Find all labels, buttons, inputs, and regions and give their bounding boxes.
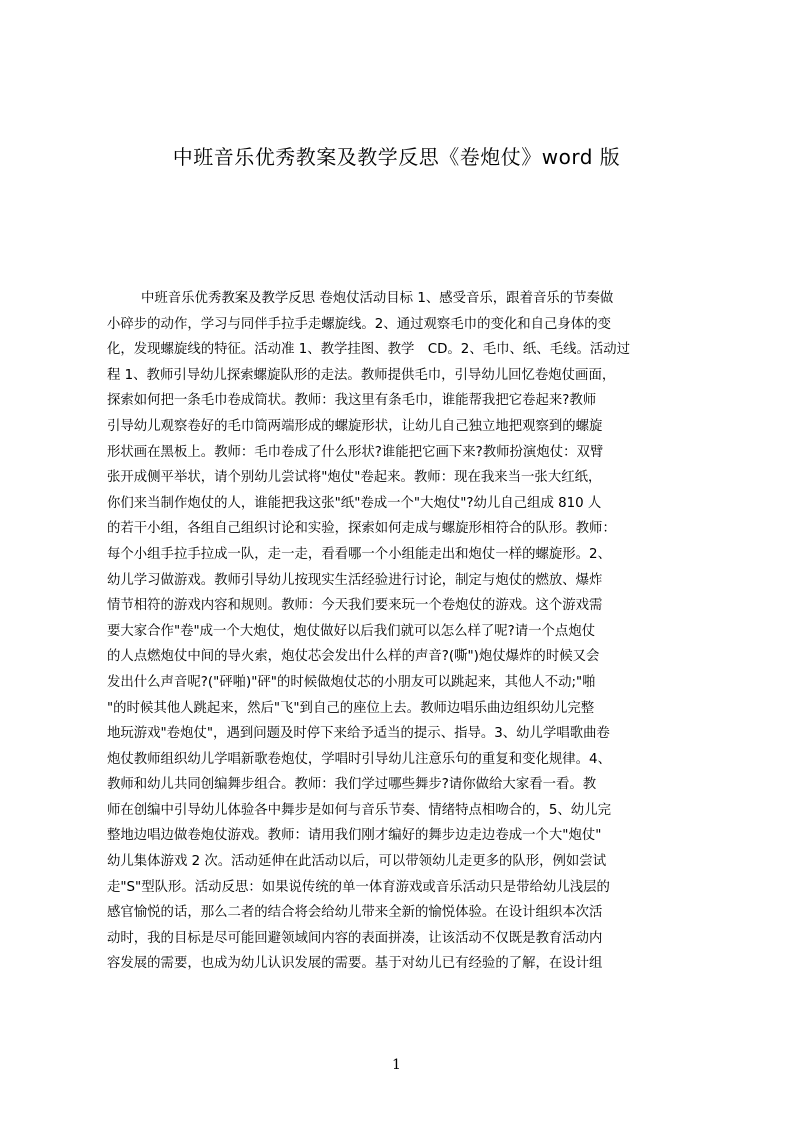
body-line: 的若干小组，各组自己组织讨论和实验，探索如何走成与螺旋形相符合的队形。教师： bbox=[107, 521, 616, 537]
body-line: 幼儿集体游戏 2 次。活动延伸在此活动以后，可以带领幼儿走更多的队形，例如尝试 bbox=[107, 854, 607, 870]
body-line: 每个小组手拉手拉成一队，走一走，看看哪一个小组能走出和炮仗一样的螺旋形。2、 bbox=[107, 546, 611, 562]
body-line: 小碎步的动作，学习与同伴手拉手走螺旋线。2、通过观察毛巾的变化和自己身体的变 bbox=[107, 316, 611, 332]
body-line: 引导幼儿观察卷好的毛巾筒两端形成的螺旋形状，让幼儿自己独立地把观察到的螺旋 bbox=[107, 418, 603, 434]
body-line: 中班音乐优秀教案及教学反思 卷炮仗活动目标 1、感受音乐，跟着音乐的节奏做 bbox=[141, 291, 614, 306]
body-line: 容发展的需要，也成为幼儿认识发展的需要。基于对幼儿已有经验的了解，在设计组 bbox=[107, 956, 603, 972]
document-body bbox=[107, 286, 697, 977]
body-line: 张开成侧平举状，请个别幼儿尝试将"炮仗"卷起来。教师：现在我来当一张大红纸， bbox=[107, 470, 602, 486]
body-line: 化，发现螺旋线的特征。活动准 1、教学挂图、教学 CD。2、毛巾、纸、毛线。活动过 bbox=[107, 342, 631, 358]
body-line: 教师和幼儿共同创编舞步组合。教师：我们学过哪些舞步?请你做给大家看一看。教 bbox=[107, 777, 597, 793]
body-line: 的人点燃炮仗中间的导火索，炮仗芯会发出什么样的声音?(嘶")炮仗爆炸的时候又会 bbox=[107, 649, 600, 665]
body-line: 发出什么声音呢?("砰啪)"砰"的时候做炮仗芯的小朋友可以跳起来，其他人不动;"啪 bbox=[107, 674, 596, 690]
body-line: "的时候其他人跳起来，然后"飞"到自己的座位上去。教师边唱乐曲边组织幼儿完整 bbox=[107, 700, 595, 716]
body-line: 师在创编中引导幼儿体验各中舞步是如何与音乐节奏、情绪特点相吻合的，5、幼儿完 bbox=[107, 802, 611, 818]
body-line: 整地边唱边做卷炮仗游戏。教师：请用我们刚才编好的舞步边走边卷成一个大"炮仗" bbox=[107, 828, 602, 844]
body-line: 幼儿学习做游戏。教师引导幼儿按现实生活经验进行讨论，制定与炮仗的燃放、爆炸 bbox=[107, 572, 603, 588]
body-line: 你们来当制作炮仗的人，谁能把我这张"纸"卷成一个"大炮仗"?幼儿自己组成 810 人 bbox=[107, 495, 602, 511]
body-line: 情节相符的游戏内容和规则。教师：今天我们要来玩一个卷炮仗的游戏。这个游戏需 bbox=[107, 598, 603, 614]
body-line: 感官愉悦的话，那么二者的结合将会给幼儿带来全新的愉悦体验。在设计组织本次活 bbox=[107, 905, 603, 921]
body-line: 动时，我的目标是尽可能回避领域间内容的表面拼凑，让该活动不仅既是教育活动内 bbox=[107, 930, 603, 946]
body-line: 炮仗教师组织幼儿学唱新歌卷炮仗，学唱时引导幼儿注意乐句的重复和变化规律。4、 bbox=[107, 751, 611, 767]
body-line: 形状画在黑板上。教师：毛巾卷成了什么形状?谁能把它画下来?教师扮演炮仗：双臂 bbox=[107, 444, 604, 460]
body-line: 走"S"型队形。活动反思：如果说传统的单一体育游戏或音乐活动只是带给幼儿浅层的 bbox=[107, 879, 610, 895]
document-title: 中班音乐优秀教案及教学反思《卷炮仗》word 版 bbox=[172, 145, 621, 169]
body-line: 要大家合作"卷"成一个大炮仗，炮仗做好以后我们就可以怎么样了呢?请一个点炮仗 bbox=[107, 623, 596, 639]
body-line: 探索如何把一条毛巾卷成筒状。教师：我这里有条毛巾，谁能帮我把它卷起来?教师 bbox=[107, 393, 597, 409]
page-number: 1 bbox=[392, 1057, 401, 1073]
body-line: 地玩游戏"卷炮仗"，遇到问题及时停下来给予适当的提示、指导。3、幼儿学唱歌曲卷 bbox=[107, 726, 610, 742]
body-line: 程 1、教师引导幼儿探索螺旋队形的走法。教师提供毛巾，引导幼儿回忆卷炮仗画面， bbox=[107, 367, 616, 383]
